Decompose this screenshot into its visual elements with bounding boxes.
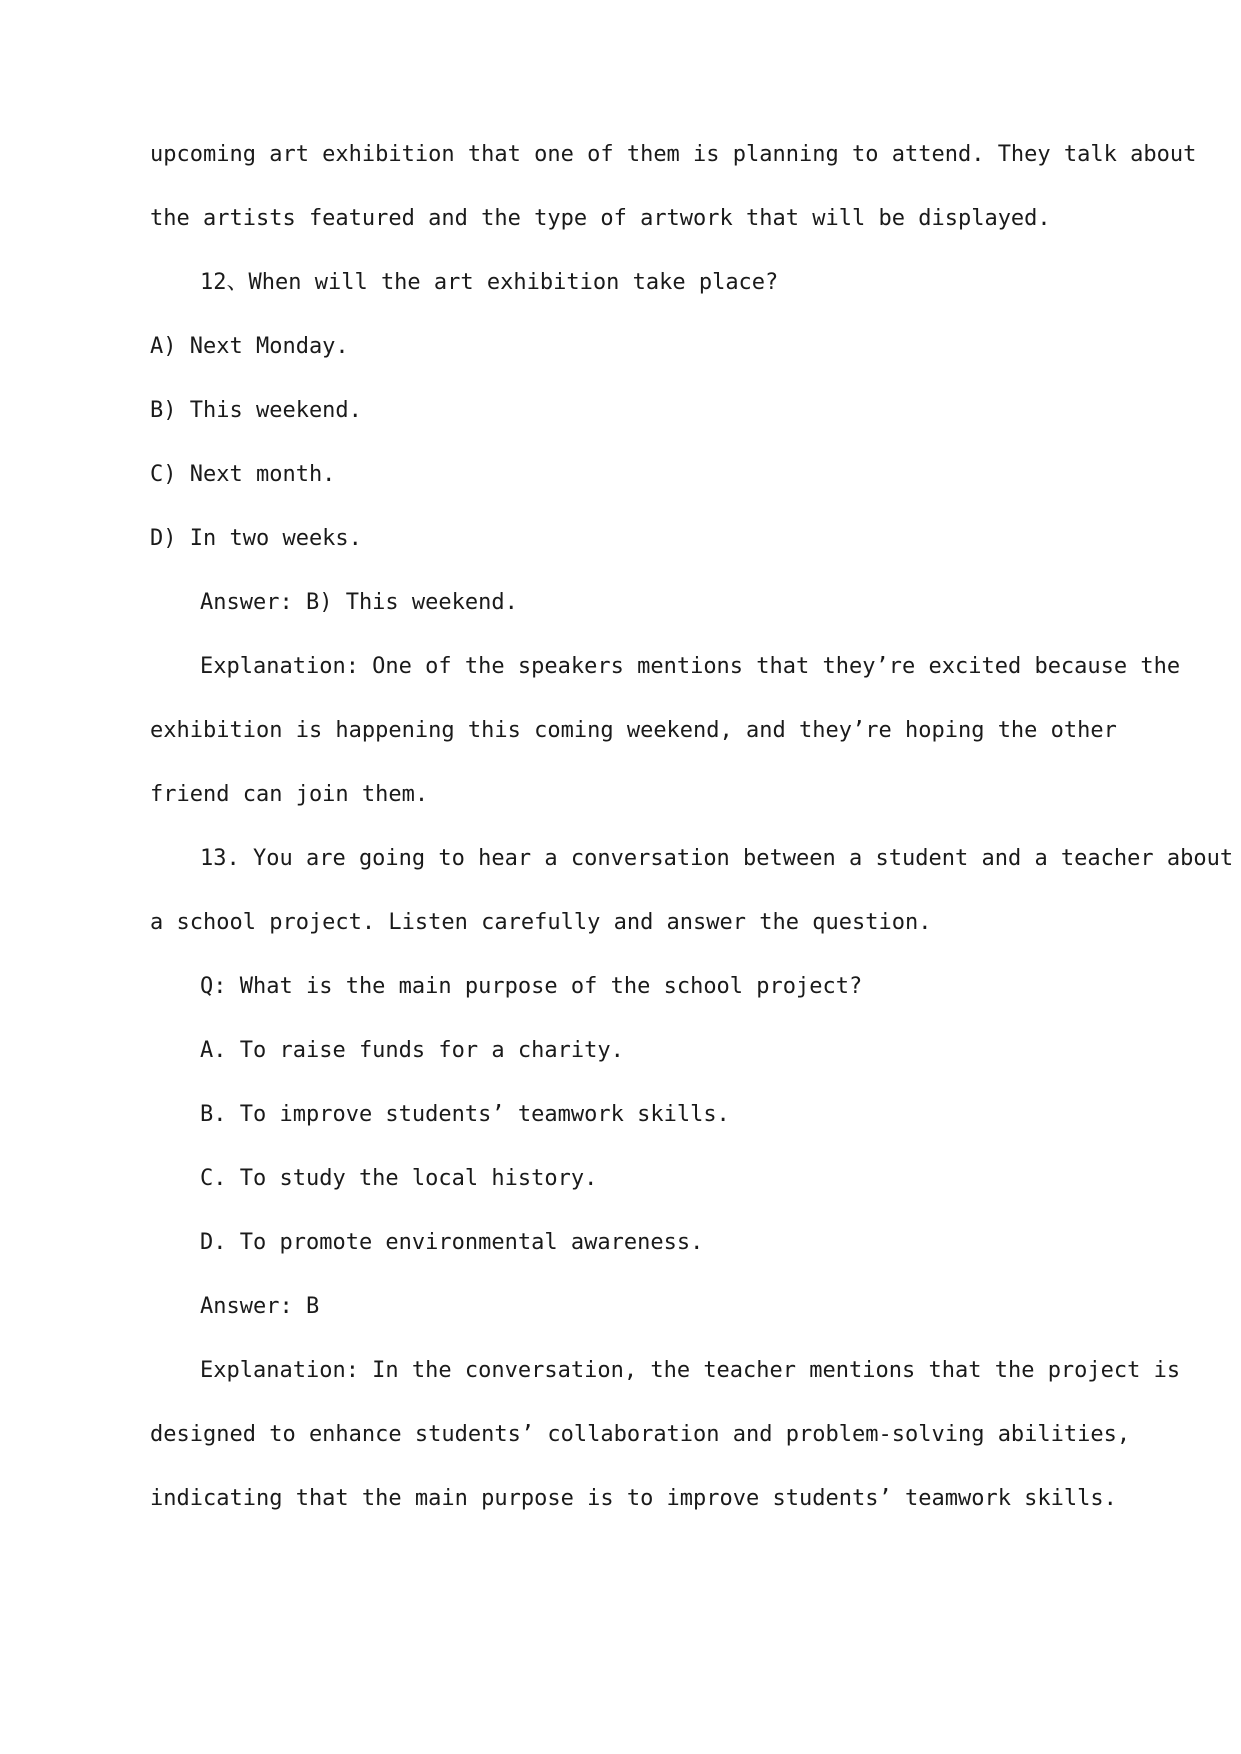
q13-option-c: C. To study the local history. xyxy=(200,1166,598,1191)
q12-option-b: B) This weekend. xyxy=(150,398,362,423)
q12-explanation-line-2: exhibition is happening this coming weekend, and they’re hoping the other xyxy=(150,718,1117,743)
q12-option-d: D) In two weeks. xyxy=(150,526,362,551)
q13-intro-line-1: 13. You are going to hear a conversation between a student and a teacher about xyxy=(200,846,1234,871)
intro-line-2: the artists featured and the type of artwork that will be displayed. xyxy=(150,206,1051,231)
intro-line-1: upcoming art exhibition that one of them is planning to attend. They talk about xyxy=(150,142,1197,167)
q12-option-c: C) Next month. xyxy=(150,462,336,487)
q13-answer: Answer: B xyxy=(200,1294,320,1319)
q13-option-a: A. To raise funds for a charity. xyxy=(200,1038,624,1063)
q12-answer: Answer: B) This weekend. xyxy=(200,590,518,615)
q13-question: Q: What is the main purpose of the school project? xyxy=(200,974,863,999)
q13-option-d: D. To promote environmental awareness. xyxy=(200,1230,704,1255)
q13-explanation-line-1: Explanation: In the conversation, the teacher mentions that the project is xyxy=(200,1358,1181,1383)
q12-explanation-line-3: friend can join them. xyxy=(150,782,429,807)
q13-explanation-line-3: indicating that the main purpose is to improve students’ teamwork skills. xyxy=(150,1486,1117,1511)
q12-explanation-line-1: Explanation: One of the speakers mentions that they’re excited because the xyxy=(200,654,1181,679)
q13-option-b: B. To improve students’ teamwork skills. xyxy=(200,1102,730,1127)
q12-question: 12、When will the art exhibition take place? xyxy=(200,270,779,295)
q13-explanation-line-2: designed to enhance students’ collaboration and problem-solving abilities, xyxy=(150,1422,1131,1447)
q12-option-a: A) Next Monday. xyxy=(150,334,349,359)
q13-intro-line-2: a school project. Listen carefully and answer the question. xyxy=(150,910,932,935)
